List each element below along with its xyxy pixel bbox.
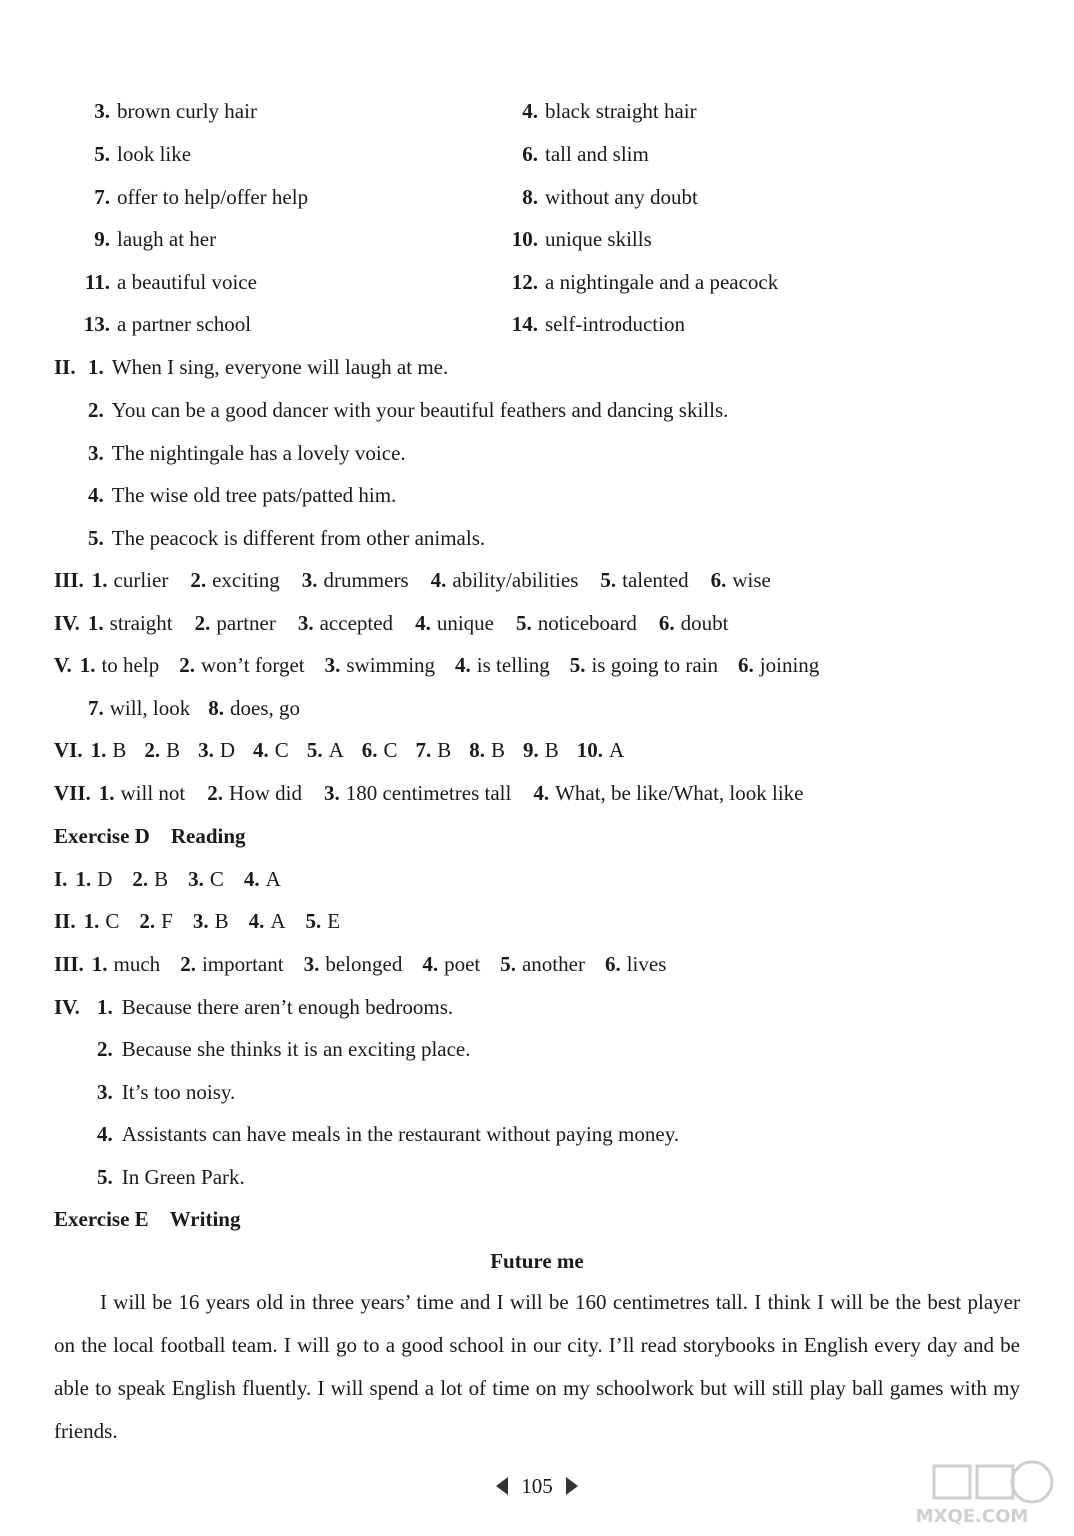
item-text: poet (444, 952, 481, 976)
item-text: B (544, 738, 559, 762)
item-number: 6. (361, 738, 378, 762)
item-text: unique (436, 611, 494, 635)
right-triangle-icon (566, 1474, 578, 1502)
answer-item (605, 950, 666, 978)
item-number: 8. (208, 696, 225, 720)
item-text: drummers (323, 568, 409, 592)
answer-item (570, 651, 718, 679)
answer-item (711, 566, 771, 594)
item-number: 2. (207, 781, 224, 805)
item-number: 2. (144, 738, 161, 762)
answer-row (54, 566, 793, 594)
answer-item (72, 183, 308, 211)
item-text: a beautiful voice (117, 270, 257, 294)
item-text: What, be like/What, look like (555, 781, 804, 805)
item-number: 4. (253, 738, 269, 762)
item-text: B (154, 867, 169, 891)
item-number: 13. (83, 312, 110, 336)
answer-item (500, 268, 778, 296)
item-number: 4. (422, 952, 439, 976)
answer-item (198, 736, 235, 764)
svg-text:MXQE.COM: MXQE.COM (915, 1506, 1029, 1527)
section-label: IV. (54, 995, 80, 1019)
item-text: wise (732, 568, 771, 592)
item-text: A (265, 867, 281, 891)
item-text: black straight hair (545, 99, 697, 123)
item-number: 1. (91, 568, 108, 592)
item-number: 11. (84, 270, 110, 294)
answer-item (577, 736, 624, 764)
exercise-e-heading (54, 1205, 240, 1233)
item-number: 3. (301, 568, 318, 592)
item-number: 2. (132, 867, 149, 891)
essay-paragraph: I will be 16 years old in three years’ time and I will be 160 centimetres tall. I think I will be the best player on the local football team. I will go to a good school in our city. I’ll read storybooks in English every day and be able to speak English fluently. I will spend a lot of time on my schoolwork but will still play ball games with my friends. (54, 1290, 1020, 1443)
answer-item (325, 651, 435, 679)
answer-item (307, 736, 344, 764)
item-number: 6. (738, 653, 754, 677)
item-text: belonged (325, 952, 403, 976)
section-label: VI. (54, 738, 83, 762)
item-number: 3. (97, 1080, 113, 1104)
item-number: 1. (83, 909, 100, 933)
item-number: 1. (91, 952, 108, 976)
item-text: A (609, 738, 625, 762)
item-number: 6. (604, 952, 621, 976)
answer-item (500, 225, 652, 253)
answer-item (99, 779, 186, 807)
answer-row (88, 694, 318, 722)
answer-item (97, 1078, 235, 1106)
watermark-logo (882, 1458, 1062, 1528)
answer-item (304, 950, 403, 978)
answer-item (600, 566, 688, 594)
answer-item (298, 609, 393, 637)
item-number: 7. (415, 738, 432, 762)
section-label: III. (54, 568, 84, 592)
exercise-e-subheading: Writing (169, 1207, 241, 1231)
item-number: 8. (469, 738, 486, 762)
item-number: 5. (94, 142, 110, 166)
answer-row (54, 736, 642, 764)
item-text: unique skills (545, 227, 652, 251)
item-text: In Green Park. (121, 1165, 245, 1189)
item-text: straight (109, 611, 173, 635)
section-label: III. (54, 952, 84, 976)
item-number: 10. (576, 738, 604, 762)
item-text: curlier (113, 568, 169, 592)
answer-item (97, 993, 453, 1021)
item-number: 3. (323, 781, 340, 805)
answer-item (80, 651, 160, 679)
answer-item (72, 268, 257, 296)
item-text: will, look (109, 696, 191, 720)
item-number: 4. (522, 99, 538, 123)
item-number: 2. (97, 1037, 113, 1061)
answer-row (54, 779, 826, 807)
answer-item (500, 310, 685, 338)
item-text: B (166, 738, 181, 762)
item-text: laugh at her (117, 227, 217, 251)
item-number: 5. (97, 1165, 113, 1189)
item-text: doubt (680, 611, 729, 635)
item-number: 6. (710, 568, 727, 592)
item-text: It’s too noisy. (121, 1080, 236, 1104)
item-text: lives (626, 952, 667, 976)
item-number: 1. (75, 867, 92, 891)
item-number: 3. (198, 738, 214, 762)
item-number: 6. (522, 142, 538, 166)
section-label: II. (54, 909, 76, 933)
item-text: C (209, 867, 224, 891)
item-text: The nightingale has a lovely voice. (111, 441, 406, 465)
answer-item (324, 779, 511, 807)
item-text: a partner school (117, 312, 252, 336)
item-text: exciting (212, 568, 280, 592)
item-number: 4. (243, 867, 260, 891)
answer-item (88, 524, 485, 552)
item-number: 9. (523, 738, 539, 762)
answer-row (54, 907, 360, 935)
answer-item (431, 566, 579, 594)
item-text: to help (101, 653, 160, 677)
item-number: 4. (430, 568, 447, 592)
item-number: 5. (515, 611, 532, 635)
answer-item (659, 609, 729, 637)
answer-item (88, 353, 448, 381)
item-text: without any doubt (545, 185, 698, 209)
item-text: The peacock is different from other animals. (111, 526, 486, 550)
item-number: 3. (188, 867, 204, 891)
item-text: self-introduction (545, 312, 685, 336)
item-number: 8. (522, 185, 538, 209)
item-number: 1. (88, 355, 104, 379)
answer-item (88, 396, 728, 424)
page-number: 105 (521, 1474, 553, 1498)
item-number: 4. (248, 909, 265, 933)
answer-item (72, 310, 251, 338)
item-number: 3. (88, 441, 104, 465)
answer-item (139, 907, 172, 935)
answer-item (523, 736, 559, 764)
item-number: 4. (88, 483, 104, 507)
item-number: 2. (179, 653, 195, 677)
answer-item (302, 566, 409, 594)
answer-item (88, 609, 173, 637)
item-text: ability/abilities (452, 568, 579, 592)
answer-item (97, 1035, 471, 1063)
section-label: I. (54, 867, 68, 891)
item-number: 4. (455, 653, 471, 677)
item-text: swimming (346, 653, 436, 677)
item-number: 9. (94, 227, 110, 251)
item-number: 10. (511, 227, 538, 251)
answer-item (500, 140, 649, 168)
item-number: 3. (192, 909, 209, 933)
item-number: 1. (97, 995, 113, 1019)
item-number: 12. (511, 270, 538, 294)
answer-item (516, 609, 637, 637)
item-text: won’t forget (200, 653, 305, 677)
exercise-d-heading (54, 822, 246, 850)
answer-item (92, 950, 160, 978)
item-number: 1. (87, 611, 104, 635)
item-number: 2. (190, 568, 207, 592)
answer-item (500, 950, 585, 978)
item-number: 6. (658, 611, 675, 635)
answer-item (244, 865, 281, 893)
item-text: Assistants can have meals in the restaurant without paying money. (121, 1122, 680, 1146)
item-number: 1. (79, 653, 96, 677)
answer-item (72, 225, 216, 253)
item-text: D (219, 738, 236, 762)
item-text: You can be a good dancer with your beautiful feathers and dancing skills. (111, 398, 729, 422)
answer-item (469, 736, 505, 764)
item-number: 1. (98, 781, 115, 805)
answer-item (84, 907, 120, 935)
item-text: does, go (230, 696, 301, 720)
item-text: 180 centimetres tall (345, 781, 512, 805)
item-text: noticeboard (537, 611, 637, 635)
item-text: B (491, 738, 506, 762)
answer-row (54, 865, 301, 893)
exercise-e-label: Exercise E (54, 1207, 149, 1231)
answer-item (500, 97, 697, 125)
item-text: C (105, 909, 120, 933)
item-text: Because there aren’t enough bedrooms. (121, 995, 454, 1019)
item-text: The wise old tree pats/patted him. (111, 483, 397, 507)
item-text: C (274, 738, 289, 762)
answer-item (416, 736, 452, 764)
item-number: 4. (97, 1122, 113, 1146)
answer-item (500, 183, 698, 211)
item-number: 4. (533, 781, 550, 805)
item-text: joining (759, 653, 820, 677)
item-text: When I sing, everyone will laugh at me. (111, 355, 449, 379)
answer-item (415, 609, 494, 637)
answer-item (422, 950, 480, 978)
answer-item (180, 950, 283, 978)
item-text: will not (120, 781, 186, 805)
item-number: 2. (88, 398, 104, 422)
answer-item (455, 651, 550, 679)
item-number: 2. (139, 909, 156, 933)
item-text: A (328, 738, 344, 762)
section-label: V. (54, 653, 72, 677)
answer-item (190, 566, 279, 594)
item-text: is going to rain (591, 653, 719, 677)
answer-item (193, 907, 229, 935)
answer-item (188, 865, 224, 893)
item-number: 5. (88, 526, 104, 550)
item-text: partner (216, 611, 276, 635)
item-text: E (327, 909, 341, 933)
answer-item (75, 865, 112, 893)
item-number: 1. (90, 738, 107, 762)
item-number: 5. (306, 738, 323, 762)
item-number: 14. (511, 312, 538, 336)
item-number: 3. (94, 99, 110, 123)
item-number: 7. (94, 185, 110, 209)
item-text: talented (622, 568, 689, 592)
item-number: 3. (324, 653, 341, 677)
section-label: II. (54, 355, 76, 379)
item-text: B (437, 738, 452, 762)
section-label: VII. (54, 781, 91, 805)
item-number: 4. (415, 611, 431, 635)
item-text: D (97, 867, 113, 891)
answer-row (54, 950, 686, 978)
item-text: brown curly hair (117, 99, 257, 123)
exercise-d-label: Exercise D (54, 824, 150, 848)
item-text: B (214, 909, 229, 933)
item-text: much (113, 952, 161, 976)
answer-item (253, 736, 289, 764)
item-text: look like (117, 142, 192, 166)
answer-item (97, 1120, 679, 1148)
item-number: 7. (88, 696, 104, 720)
item-text: Because she thinks it is an exciting place. (121, 1037, 471, 1061)
answer-item (88, 439, 406, 467)
answer-item (207, 779, 302, 807)
answer-item (179, 651, 304, 679)
item-text: C (383, 738, 398, 762)
item-number: 3. (297, 611, 314, 635)
item-text: How did (229, 781, 302, 805)
item-number: 2. (194, 611, 211, 635)
answer-item (92, 566, 169, 594)
answer-item (91, 736, 127, 764)
item-text: accepted (319, 611, 394, 635)
item-text: tall and slim (545, 142, 649, 166)
item-text: B (112, 738, 127, 762)
answer-item (72, 97, 257, 125)
answer-item (144, 736, 180, 764)
item-text: is telling (476, 653, 550, 677)
item-number: 5. (600, 568, 617, 592)
answer-item (88, 481, 396, 509)
answer-item (306, 907, 341, 935)
item-text: a nightingale and a peacock (545, 270, 779, 294)
item-number: 3. (303, 952, 320, 976)
item-number: 5. (305, 909, 322, 933)
answer-item (533, 779, 803, 807)
answer-item (132, 865, 168, 893)
item-text: F (161, 909, 173, 933)
item-number: 5. (569, 653, 586, 677)
answer-row (54, 609, 750, 637)
section-label: IV. (54, 611, 80, 635)
answer-item (195, 609, 276, 637)
answer-item (738, 651, 819, 679)
left-triangle-icon (496, 1474, 508, 1502)
answer-item (97, 1163, 245, 1191)
answer-item (249, 907, 286, 935)
item-text: another (521, 952, 585, 976)
exercise-d-subheading: Reading (170, 824, 246, 848)
answer-item (72, 140, 191, 168)
answer-item (362, 736, 398, 764)
item-text: A (270, 909, 286, 933)
answer-item (88, 694, 190, 722)
answer-item (208, 694, 300, 722)
item-number: 2. (180, 952, 196, 976)
item-text: important (201, 952, 284, 976)
essay-title: Future me (490, 1249, 584, 1273)
answer-row (54, 651, 839, 679)
item-number: 5. (500, 952, 516, 976)
item-text: offer to help/offer help (117, 185, 309, 209)
